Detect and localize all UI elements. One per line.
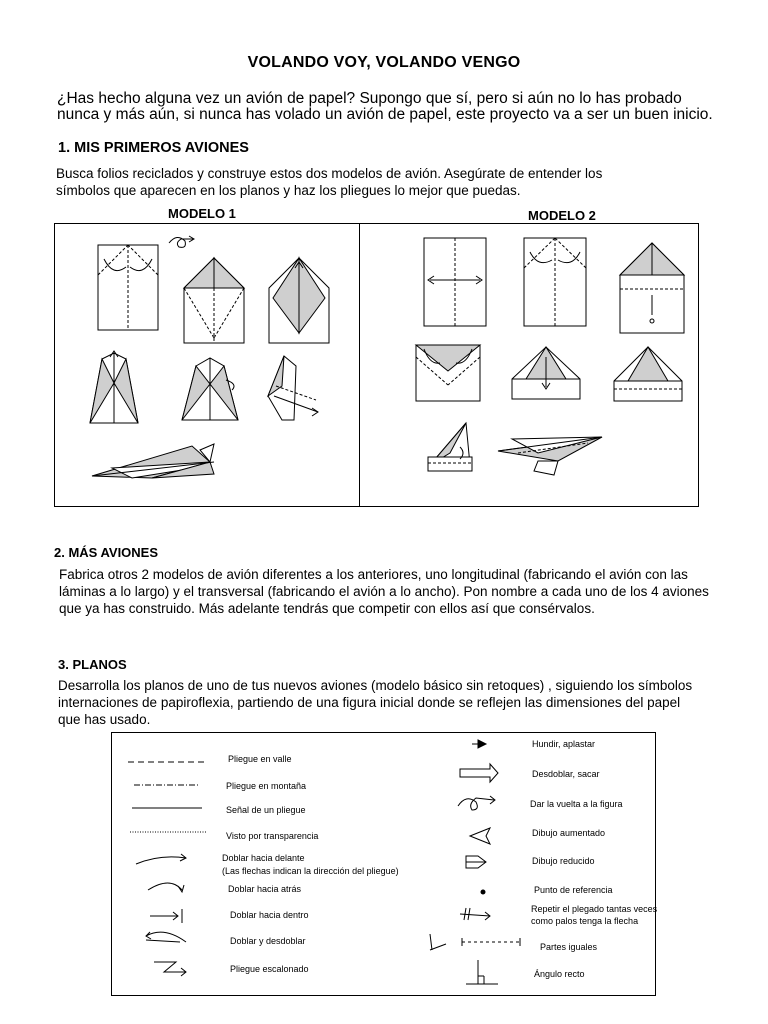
section1-heading: 1. MIS PRIMEROS AVIONES [58, 140, 249, 156]
legend-left-5b: (Las flechas indican la dirección del pliegue) [222, 866, 399, 876]
reduced-icon [466, 856, 486, 868]
legend-left-4: Visto por transparencia [226, 831, 319, 841]
fold-forward-icon [136, 854, 186, 864]
model2-step4 [416, 345, 480, 401]
intro-line-1: ¿Has hecho alguna vez un avión de papel? Supongo que sí, pero si aún no lo has probado [57, 90, 682, 107]
model2-step7 [428, 423, 472, 471]
model1-plane [92, 444, 214, 478]
right-angle-icon [466, 960, 498, 984]
equal-parts-icon [430, 934, 520, 950]
legend-right-7: Repetir el plegado tantas veces [531, 904, 658, 914]
model1-diagrams [54, 223, 359, 507]
model2-step2 [524, 238, 586, 326]
legend-right-4: Dibujo aumentado [532, 828, 606, 838]
model2-diagrams [360, 223, 699, 507]
legend-left-2: Pliegue en montaña [226, 781, 307, 791]
legend-left-icons [120, 740, 220, 990]
model1-step6 [268, 356, 318, 420]
legend-left-3: Señal de un pliegue [226, 805, 306, 815]
model2-step1 [424, 238, 486, 326]
section3-heading: 3. PLANOS [58, 657, 127, 672]
repeat-icon [460, 908, 490, 920]
turn-over-icon [169, 236, 194, 247]
legend-right-9: Ángulo recto [534, 969, 585, 979]
section2-line-3: que ya has construido. Más adelante tendrás que competir con ellos así que consérvalos. [59, 601, 595, 616]
section2-heading: 2. MÁS AVIONES [54, 545, 159, 560]
model1-step5 [182, 358, 238, 420]
legend-left-6: Doblar hacia atrás [228, 884, 302, 894]
legend-right-7b: como palos tenga la flecha [531, 916, 639, 926]
model1-step2 [184, 258, 244, 343]
legend-right-8: Partes iguales [540, 942, 598, 952]
model2-step5 [512, 347, 580, 399]
section3-paragraph [58, 677, 758, 728]
legend-left-9: Pliegue escalonado [230, 964, 309, 974]
legend-right-6: Punto de referencia [534, 885, 613, 895]
legend-right-icons [420, 736, 520, 992]
section1-line-1: Busca folios reciclados y construye estos dos modelos de avión. Asegúrate de entender los [56, 166, 603, 181]
section2-line-1: Fabrica otros 2 modelos de avión diferentes a los anteriores, uno longitudinal (fabricando el avión con las [59, 567, 688, 582]
legend-right-3: Dar la vuelta a la figura [530, 799, 623, 809]
fold-inside-icon [150, 909, 182, 923]
intro-line-2: nunca y más aún, si nunca has volado un avión de papel, este proyecto va a ser un buen inicio. [57, 106, 713, 123]
section2-paragraph [59, 566, 759, 617]
turn-over-icon [458, 796, 495, 810]
section1-paragraph [56, 165, 746, 199]
section3-line-3: que has usado. [58, 712, 151, 727]
legend-left-1: Pliegue en valle [228, 754, 292, 764]
section1-line-2: símbolos que aparecen en los planos y haz los pliegues lo mejor que puedas. [56, 183, 521, 198]
model2-plane [498, 437, 602, 475]
section3-line-2: internaciones de papiroflexia, partiendo de una figura inicial donde se reflejen las dimensiones del papel [58, 695, 681, 710]
reference-dot-icon [481, 890, 486, 895]
model1-step4 [90, 351, 138, 423]
model2-label: MODELO 2 [528, 208, 596, 223]
enlarged-icon [470, 828, 490, 844]
sink-icon [472, 740, 486, 748]
legend-right-5: Dibujo reducido [532, 856, 595, 866]
fold-behind-icon [148, 883, 184, 892]
legend-left-5: Doblar hacia delante [222, 853, 305, 863]
page-title: VOLANDO VOY, VOLANDO VENGO [247, 54, 521, 71]
legend-right-2: Desdoblar, sacar [532, 769, 600, 779]
model1-step3 [269, 258, 329, 343]
model1-label: MODELO 1 [168, 206, 236, 221]
model2-step6 [614, 347, 682, 401]
legend-right-1: Hundir, aplastar [532, 739, 596, 749]
section3-line-1: Desarrolla los planos de uno de tus nuevos aviones (modelo básico sin retoques) , siguiendo los símbolos [58, 678, 693, 693]
fold-unfold-icon [146, 932, 186, 942]
model1-step1 [98, 245, 158, 330]
legend-left-8: Doblar y desdoblar [230, 936, 306, 946]
model2-step3 [620, 243, 684, 333]
section2-line-2: láminas a lo largo) y el transversal (fabricando el avión a lo ancho). Pon nombre a cada uno de los 4 aviones [59, 584, 709, 599]
unfold-icon [460, 764, 498, 782]
intro-paragraph [57, 91, 737, 123]
legend-left-7: Doblar hacia dentro [230, 910, 309, 920]
pleat-icon [154, 962, 186, 976]
